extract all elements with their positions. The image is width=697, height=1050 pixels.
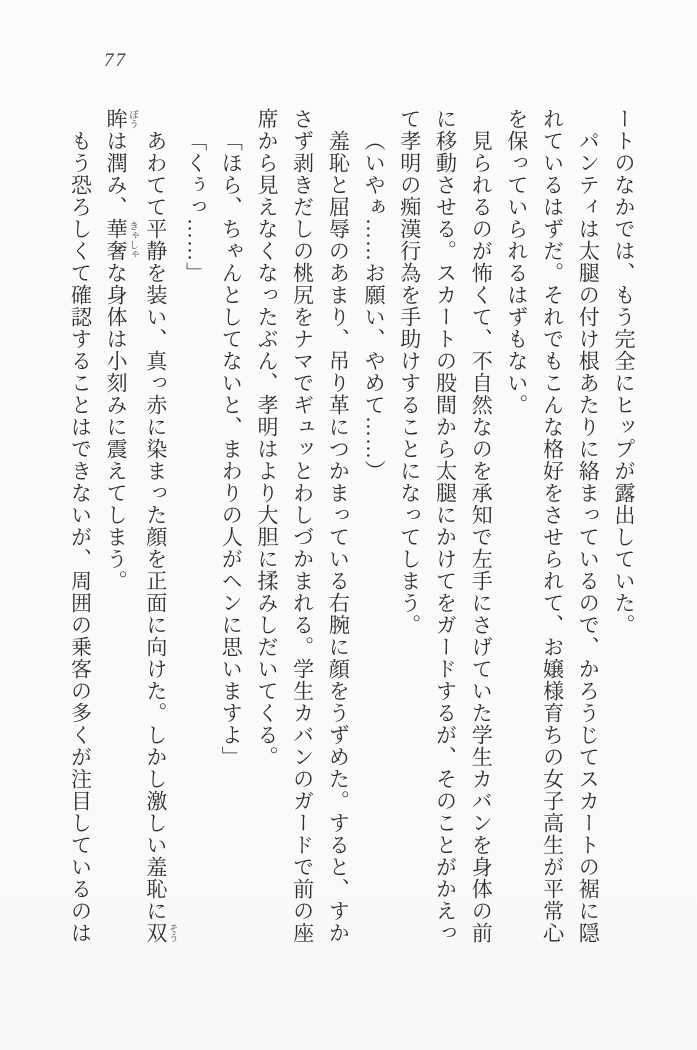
furigana-term: 双 そう <box>143 922 177 944</box>
text-column-2: パンティは太腿の付け根あたりに絡まっているので、かろうじてスカートの裾に隠 <box>576 130 601 944</box>
text-column-11: 席から見えなくなったぶん、孝明はより大胆に揉みしだいてくる。 <box>254 108 279 768</box>
text-column-14: あわてて平静を装い、真っ赤に染まった顔を正面に向けた。しかし激しい羞恥に双 そう <box>143 130 177 944</box>
text-column-10: さず剥きだしの桃尻をナマでギュッとわしづかまれる。学生カバンのガードで前の座 <box>290 108 315 944</box>
text-column-4: を保っていられるはずもない。 <box>504 108 529 416</box>
text-column-3: れているはずだ。それでもこんな格好をさせられて、お嬢様育ちの女子高生が平常心 <box>540 108 565 944</box>
text-column-16: もう恐ろしくて確認することはできないが、周囲の乗客の多くが注目しているのは <box>68 130 93 944</box>
text-column-1: ートのなかでは、もう完全にヒップが露出していた。 <box>612 108 636 636</box>
furigana-term: 眸 ぼう <box>104 108 138 130</box>
text-column-8: （いやぁ……お願い、やめて……） <box>362 130 387 482</box>
text-column-15: 眸 ぼうは潤み、華奢 きゃしゃな身体は小刻みに震えてしまう。 <box>104 108 138 592</box>
page-number: 77 <box>104 50 127 71</box>
text-column-12: 「ほら、ちゃんとしてないと、まわりの人がヘンに思いますよ」 <box>219 130 244 768</box>
vertical-text-block <box>69 108 641 948</box>
text-column-7: て孝明の痴漢行為を手助けすることになってしまう。 <box>397 108 422 636</box>
text-column-13: 「くぅっ……」 <box>183 130 208 284</box>
text-column-6: に移動させる。スカートの股間から太腿にかけてをガードするが、そのことがかえっ <box>433 108 458 944</box>
furigana-term: 華奢 きゃしゃ <box>104 218 138 262</box>
text-column-5: 見られるのが怖くて、不自然なのを承知で左手にさげていた学生カバンを身体の前 <box>469 130 494 944</box>
text-column-9: 羞恥と屈辱のあまり、吊り革につかまっている右腕に顔をうずめた。すると、すか <box>326 130 351 944</box>
